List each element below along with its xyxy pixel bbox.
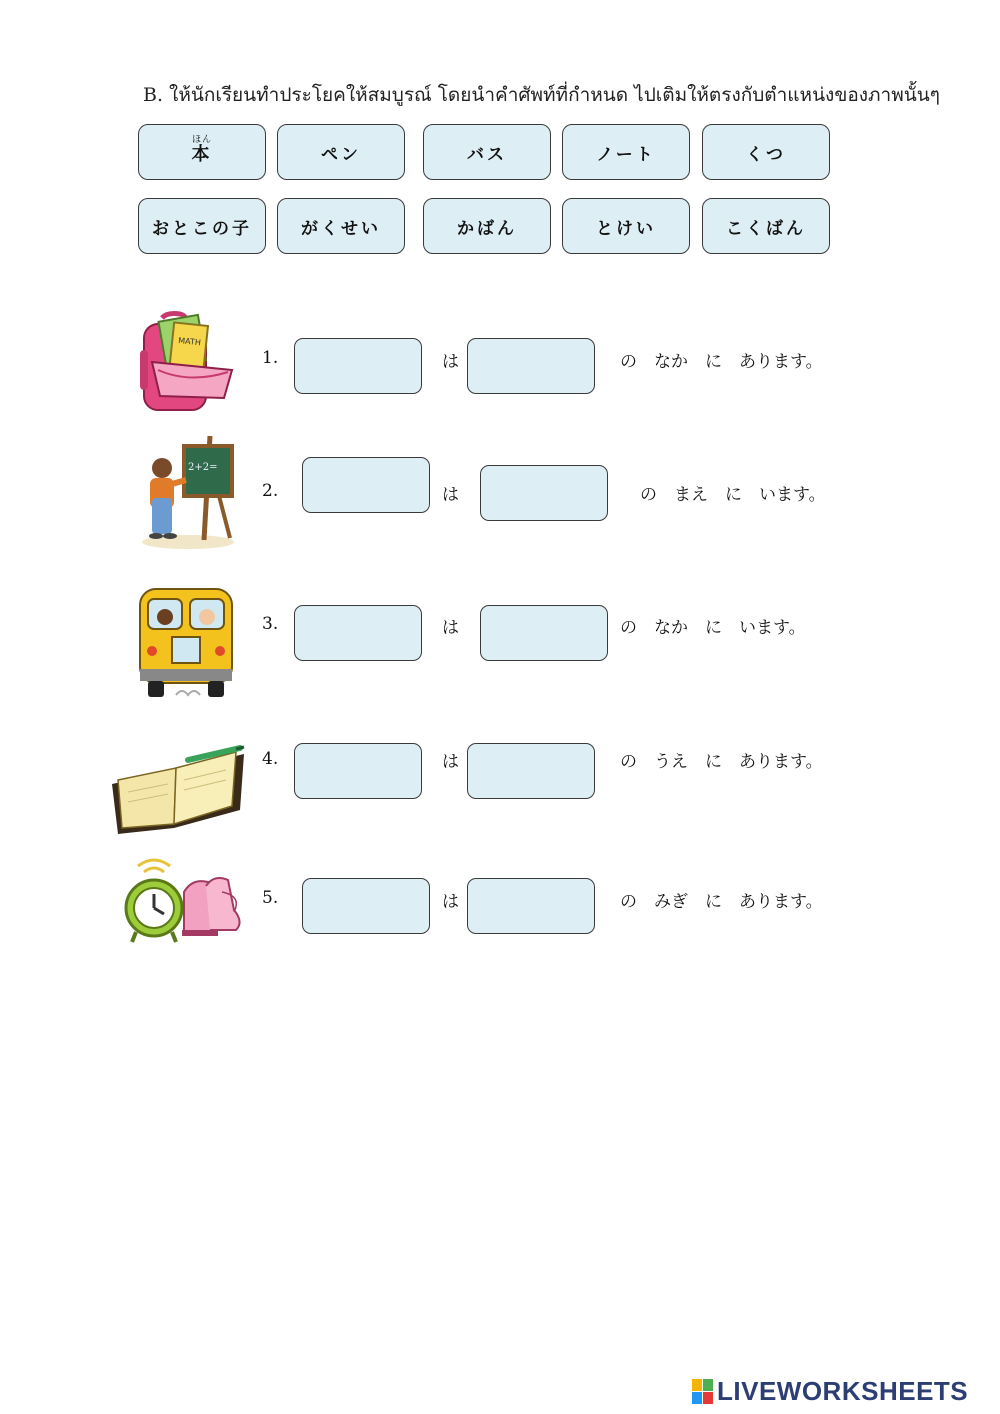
word-card-tokei[interactable]: とけい <box>562 198 690 254</box>
school-bus-picture <box>136 585 236 709</box>
answer-box-3a[interactable] <box>294 605 422 661</box>
sentence-number: 5. <box>262 888 279 908</box>
sentence-number: 3. <box>262 614 279 634</box>
word-card-hon[interactable] <box>138 124 266 180</box>
sentence-ending: の まえ に います。 <box>640 485 826 505</box>
word-card-nooto[interactable]: ノート <box>562 124 690 180</box>
word-card-gakusei[interactable]: がくせい <box>277 198 405 254</box>
sentence-number: 2. <box>262 481 279 501</box>
particle-wa: は <box>442 485 459 505</box>
answer-box-1b[interactable] <box>467 338 595 394</box>
brand-name: LIVEWORKSHEETS <box>717 1376 969 1406</box>
word-card-kaban[interactable]: かばん <box>423 198 551 254</box>
sentence-ending: の なか に あります。 <box>620 352 823 372</box>
word-card-kokuban[interactable]: こくばん <box>702 198 830 254</box>
word-card-basu[interactable]: バス <box>423 124 551 180</box>
answer-box-2a[interactable] <box>302 457 430 513</box>
answer-box-2b[interactable] <box>480 465 608 521</box>
backpack-picture <box>132 310 242 414</box>
answer-box-3b[interactable] <box>480 605 608 661</box>
answer-box-5a[interactable] <box>302 878 430 934</box>
sentence-ending: の なか に います。 <box>620 618 806 638</box>
particle-wa: は <box>442 618 459 638</box>
word-label: 本 <box>191 144 213 165</box>
svg-text:MATH: MATH <box>177 335 202 348</box>
sentence-number: 1. <box>262 348 279 368</box>
sentence-number: 4. <box>262 749 279 769</box>
particle-wa: は <box>442 352 459 372</box>
sentence-ending: の みぎ に あります。 <box>620 892 823 912</box>
particle-wa: は <box>442 752 459 772</box>
svg-text:2+2=: 2+2= <box>188 462 218 473</box>
sentence-ending: の うえ に あります。 <box>620 752 823 772</box>
student-blackboard-picture <box>140 432 240 550</box>
particle-wa: は <box>442 892 459 912</box>
notebook-pen-picture <box>108 740 248 836</box>
answer-box-4a[interactable] <box>294 743 422 799</box>
answer-box-5b[interactable] <box>467 878 595 934</box>
answer-box-4b[interactable] <box>467 743 595 799</box>
answer-box-1a[interactable] <box>294 338 422 394</box>
word-card-otokonoko[interactable]: おとこの子 <box>138 198 266 254</box>
word-furigana: ほん <box>191 135 212 145</box>
word-card-kutsu[interactable]: くつ <box>702 124 830 180</box>
liveworksheets-logo <box>692 1376 968 1407</box>
clock-shoes-picture <box>122 852 248 948</box>
word-card-pen[interactable]: ペン <box>277 124 405 180</box>
instruction-text: B. ให้นักเรียนทำประโยคให้สมบูรณ์ โดยนำคำศัพท์ที่กำหนด ไปเติมให้ตรงกับตำแหน่งของภาพนั้นๆ <box>143 84 940 106</box>
liveworksheets-mark-icon <box>692 1379 714 1405</box>
